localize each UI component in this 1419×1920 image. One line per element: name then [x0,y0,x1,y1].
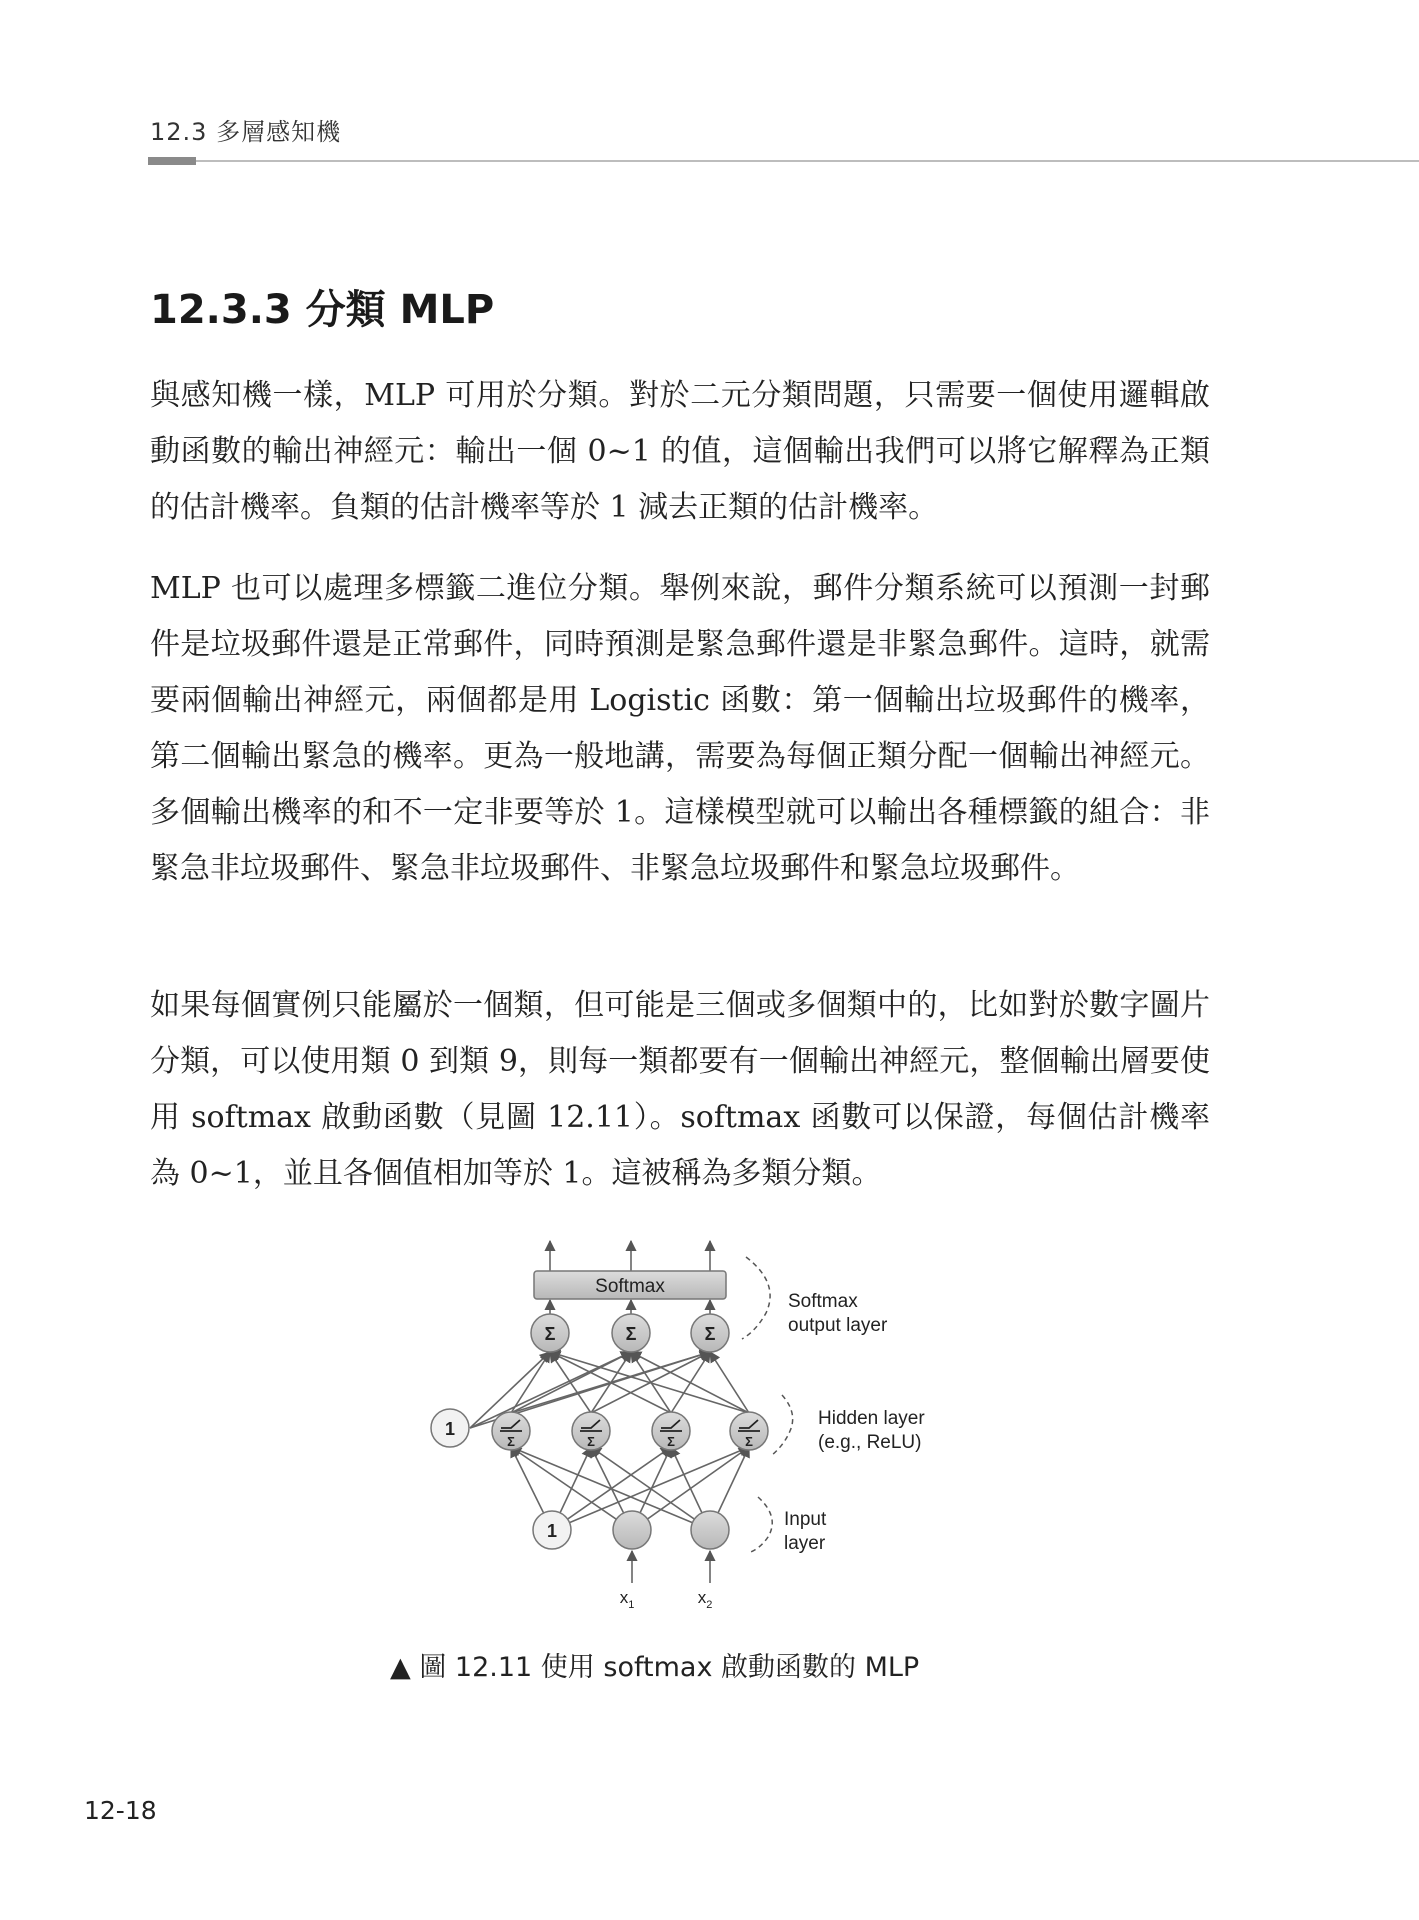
hidden-layer-label-1: Hidden layer [818,1408,925,1429]
header-rule-accent [148,157,196,165]
paragraph-multilabel-classification: MLP 也可以處理多標籤二進位分類。舉例來說，郵件分類系統可以預測一封郵件是垃圾郵件還是正常郵件，同時預測是緊急郵件還是非緊急郵件。這時，就需要兩個輸出神經元，兩個都是用 Logistic 函數：第一個輸出垃圾郵件的機率，第二個輸出緊急的機率。更為一般地講，需要為每個正類分配一個輸出神經元。多個輸出機率的和不一定非要等於 1。這樣模型就可以輸出各種標籤的組合：非緊急非垃圾郵件、緊急非垃圾郵件、非緊急垃圾郵件和緊急垃圾郵件。 [150,571,1210,886]
paragraph-binary-classification: 與感知機一樣，MLP 可用於分類。對於二元分類問題，只需要一個使用邏輯啟動函數的輸出神經元：輸出一個 0~1 的值，這個輸出我們可以將它解釋為正類的估計機率。負類的估計機率等於 1 減去正類的估計機率。 [150,378,1210,525]
hidden-node-4-sum: Σ [745,1434,753,1449]
softmax-output-arrows [550,1241,710,1271]
softmax-box-label: Softmax [595,1276,665,1297]
softmax-layer-label-2: output layer [788,1315,888,1336]
input-bias-label: 1 [546,1521,558,1541]
hidden-layer-label-2: (e.g., ReLU) [818,1432,922,1453]
hidden-bias-label: 1 [444,1419,456,1439]
input-layer-label-1: Input [784,1509,827,1530]
softmax-layer-label-1: Softmax [788,1291,858,1312]
input-layer-label-2: layer [784,1533,826,1554]
hidden-node-1-sum: Σ [507,1434,515,1449]
paragraph-multiclass-classification: 如果每個實例只能屬於一個類，但可能是三個或多個類中的，比如對於數字圖片分類，可以使用類 0 到類 9，則每一類都要有一個輸出神經元，整個輸出層要使用 softmax 啟動函數（見圖 12.11）。softmax 函數可以保證，每個估計機率為 0~1，並且各個值相加等於 1。這被稱為多類分類。 [150,988,1210,1191]
input-layer-nodes [533,1511,729,1549]
output-layer-nodes [531,1314,729,1352]
hidden-layer-nodes [492,1412,768,1450]
input-x2-label: $x_2$ [697,1588,713,1611]
mlp-softmax-diagram [380,1235,1000,1615]
input-node-1 [613,1511,651,1549]
input-arrows [632,1551,710,1583]
output-node-2-sum: Σ [625,1324,637,1344]
figure-caption: ▲ 圖 12.11 使用 softmax 啟動函數的 MLP [390,1652,920,1683]
hidden-node-2-sum: Σ [587,1434,595,1449]
output-node-3-sum: Σ [704,1324,716,1344]
output-to-softmax-connections [550,1300,710,1315]
running-head: 12.3 多層感知機 [150,118,342,146]
input-node-2 [691,1511,729,1549]
section-title: 12.3.3 分類 MLP [150,287,495,333]
relu-glyphs [500,1420,760,1431]
page-number: 12-18 [84,1796,157,1825]
input-x1-label: $x_1$ [619,1588,635,1611]
hidden-node-3-sum: Σ [667,1434,675,1449]
output-node-1-sum: Σ [544,1324,556,1344]
header-rule [148,160,1419,162]
